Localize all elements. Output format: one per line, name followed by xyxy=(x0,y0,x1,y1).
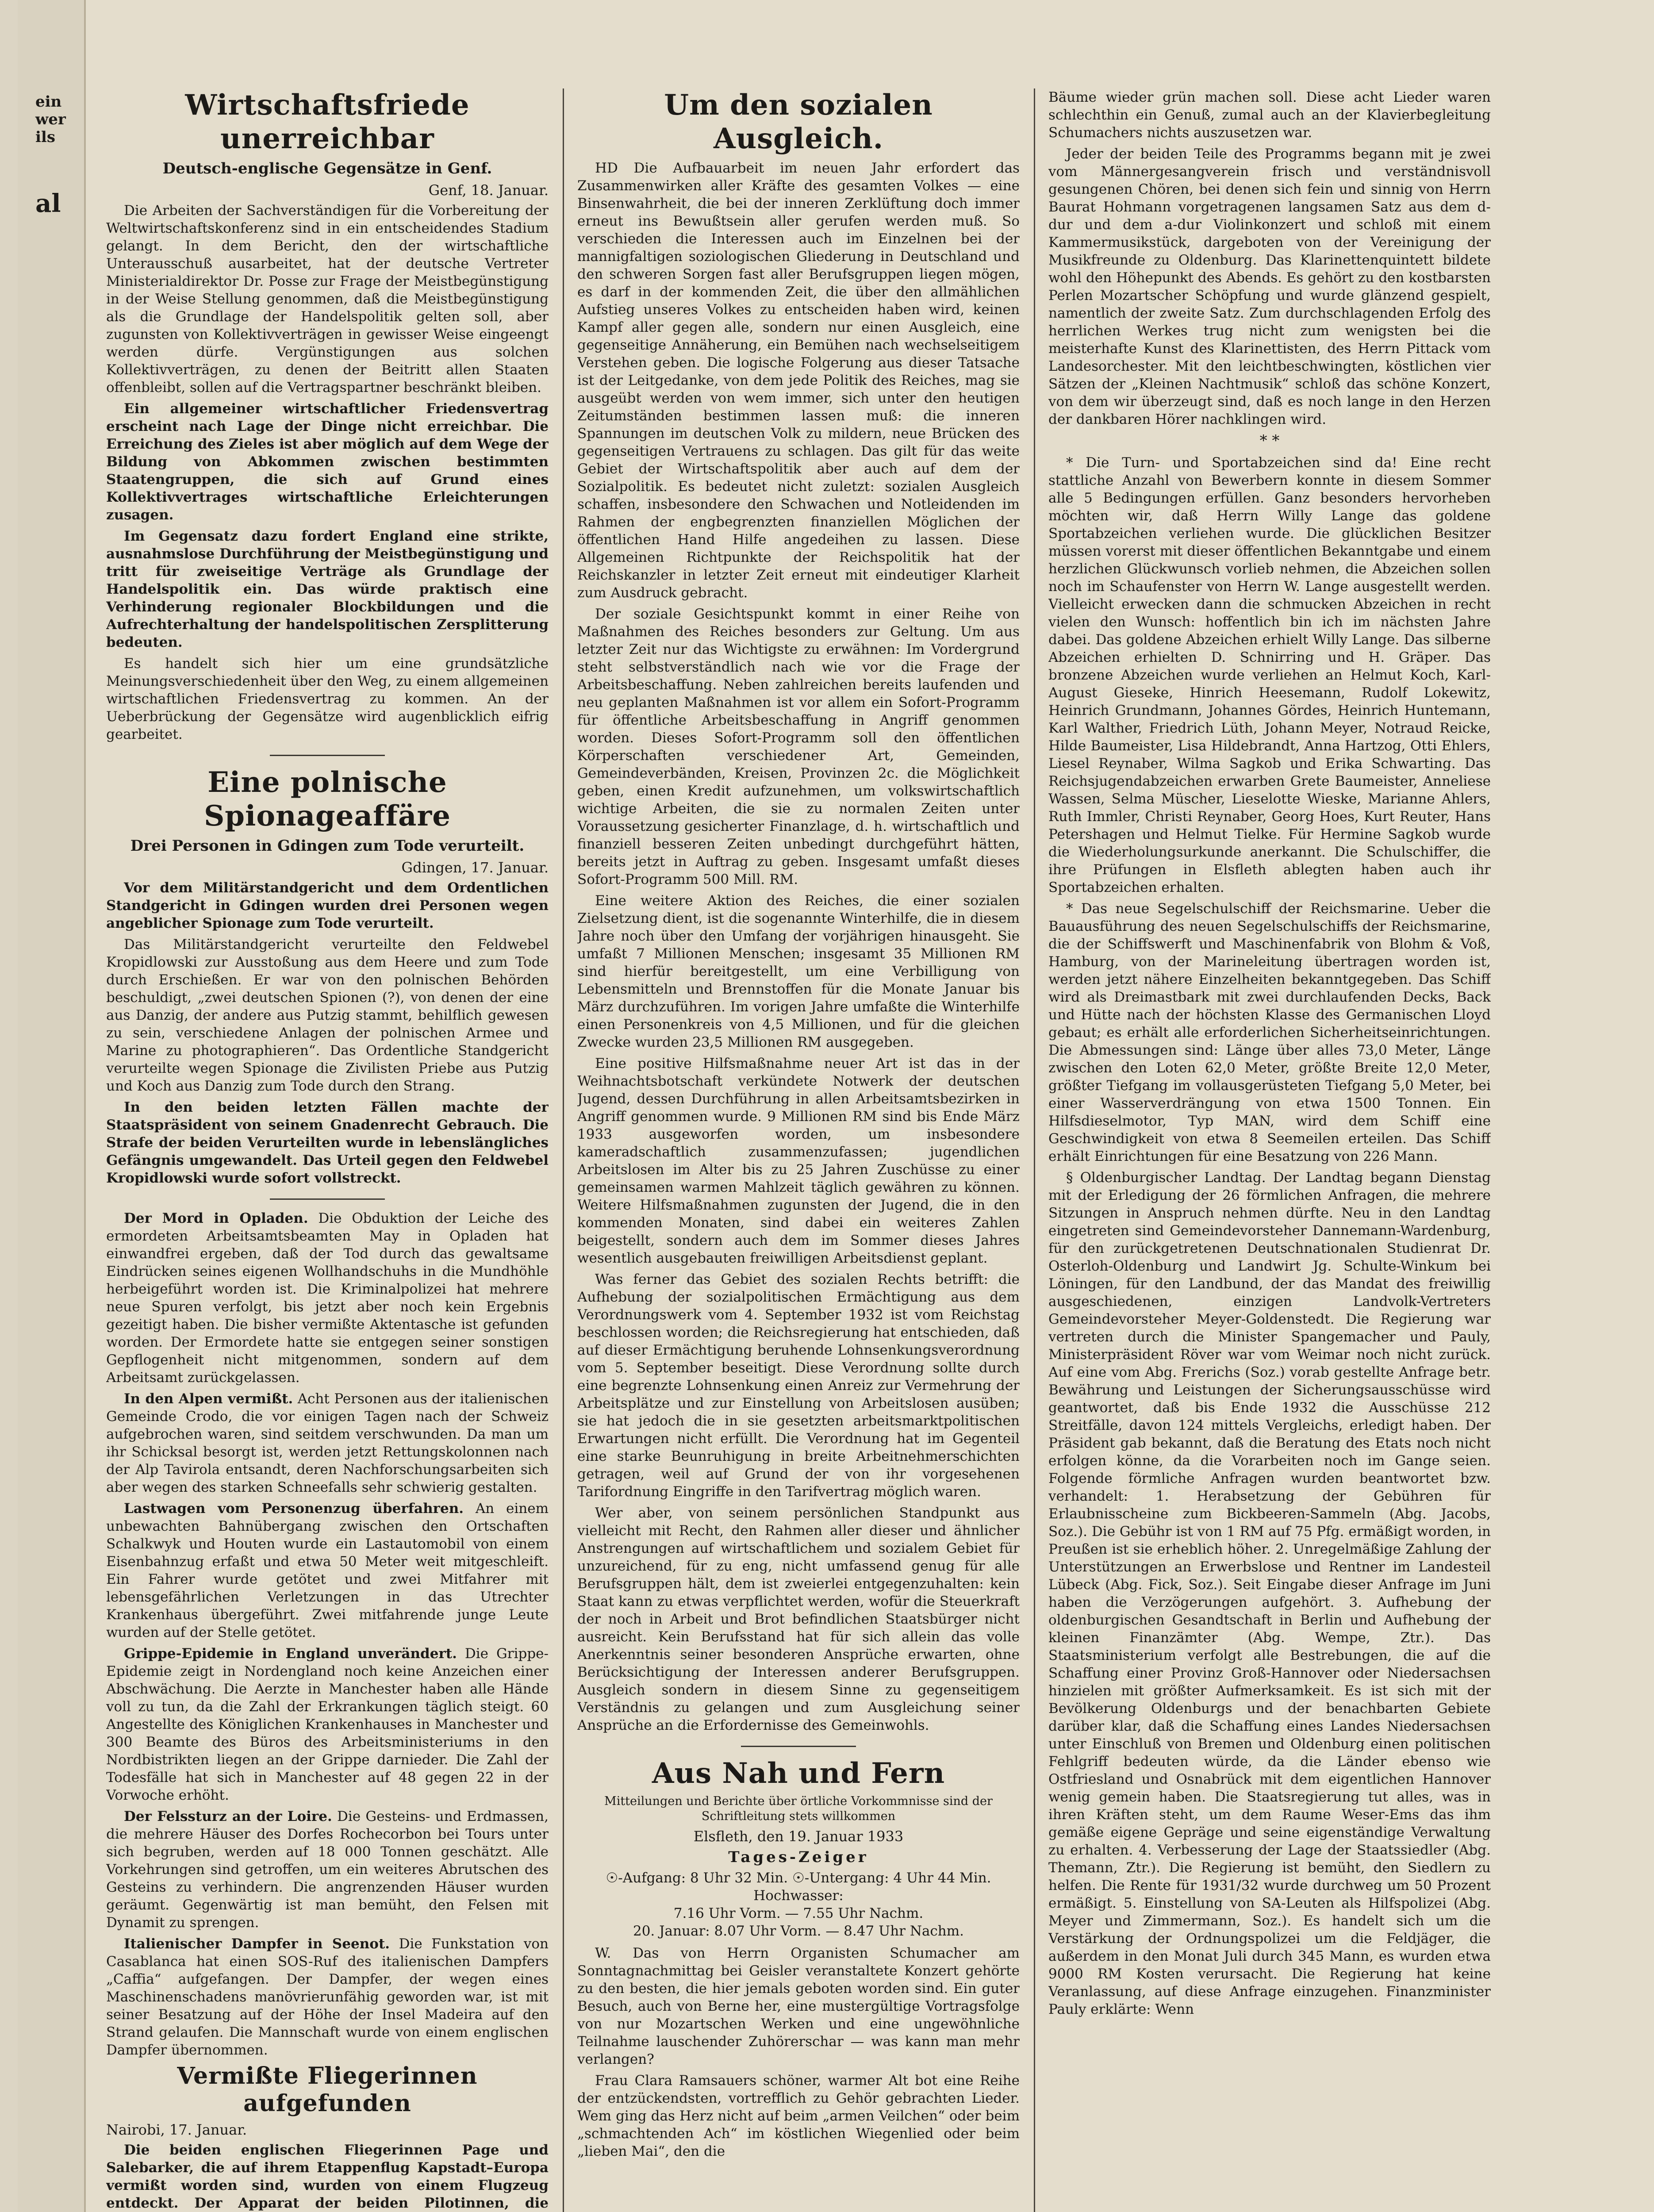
news-item xyxy=(106,1935,549,2059)
section-aus-nah-und-fern xyxy=(577,1757,1020,2160)
tide-label: Hochwasser: xyxy=(753,1888,844,1904)
article-fliegerinnen xyxy=(106,2062,549,2212)
tide-times: 7.16 Uhr Vorm. — 7.55 Uhr Nachm. xyxy=(673,1905,924,1921)
column-2 xyxy=(577,88,1020,2212)
news-item xyxy=(106,1390,549,1496)
paragraph: Ein allgemeiner wirtschaftlicher Friedensvertrag erscheint nach Lage der Dinge nicht erreichbar. Die Erreichung des Zieles ist aber möglich auf dem Wege der Bildung von Abkommen zwischen bestimmten Staatengruppen, die sich auf Grund eines Kollektivvertrages wirtschaftliche Erleichterungen zusagen. xyxy=(106,401,549,523)
news-item xyxy=(106,1645,549,1804)
article-headline: Wirtschaftsfriede unerreichbar xyxy=(185,88,470,155)
paragraph: Eine positive Hilfsmaßnahme neuer Art ist das in der Weihnachtsbotschaft verkündete Notwerk der deutschen Jugend, dessen Durchführung in allen Arbeitsamtsbezirken in Angriff genommen wurde. 9 Millionen RM sind bis Ende März 1933 ausgeworfen worden, um insbesondere kameradschaftlich zusammenzufassen; jugendlichen Arbeitslosen im Alter bis zu 25 Jahren Zuschüsse zu einer gemeinsamen warmen Mahlzeit täglich gewähren zu können. Weitere Hilfsmaßnahmen zugunsten der Jugend, die in den kommenden Monaten, sind dabei ein weiteres Zahlen beigestellt, sondern auch dem im Sommer dieses Jahres wesentlich ausgebauten freiwilligen Arbeitsdienst geplant. xyxy=(577,1056,1020,1266)
column-rule xyxy=(563,88,564,2212)
paragraph: Das Militärstandgericht verurteilte den Feldwebel Kropidlowski zur Ausstoßung aus dem Heere und zum Tode durch Erschießen. Er war von den polnischen Behörden beschuldigt, „zwei deutschen Spionen (?), von denen der eine aus Danzig, der andere aus Putzig stammt, behilflich gewesen zu sein, verschiedene Anlagen der polnischen Armee und Marine zu photographieren“. Das Ordentliche Standgericht verurteilte wegen Spionage die Zivilisten Priebe aus Putzig und Koch aus Danzig zum Tode durch den Strang. xyxy=(106,937,549,1094)
paragraph: HD Die Aufbauarbeit im neuen Jahr erfordert das Zusammenwirken aller Kräfte des gesamten Volkes — eine Binsenwahrheit, die bei der inneren Zerklüftung doch immer erneut ins Bewußtsein aller gerufen werden muß. So verschieden die Interessen auch im Einzelnen bei der mannigfaltigen soziologischen Gliederung in Deutschland und den schweren Sorgen fast aller Berufsgruppen liegen mögen, es darf in der kommenden Zeit, die über den allmählichen Aufstieg unseres Volkes zu entscheiden haben wird, keinen Kampf aller gegen alle, sondern nur einen Ausgleich, eine gegenseitige Annäherung, ein Bemühen nach wechselseitigem Verstehen geben. Die logische Folgerung aus dieser Tatsache ist der Leitgedanke, von dem jede Politik des Reiches, mag sie ausgeübt werden von wem immer, sich unter den heutigen Zeitumständen bestimmen lassen muß: die inneren Spannungen im deutschen Volk zu mildern, neue Brücken des gegenseitigen Vertrauens zu schlagen. Das gilt für das weite Gebiet der Wirtschaftspolitik aber auch auf dem der Sozialpolitik. Es bedeutet nicht zuletzt: sozialen Ausgleich schaffen, insbesondere den Schwachen und Notleidenden im Rahmen der engbegrenzten finanziellen Möglichen der öffentlichen Hand Hilfe angedeihen zu lassen. Diese Allgemeinen Richtpunkte der Reichspolitik hat der Reichskanzler in letzter Zeit erneut mit eindeutiger Klarheit zum Ausdruck gebracht. xyxy=(577,160,1020,601)
paragraph: W. Das von Herrn Organisten Schumacher am Sonntagnachmittag bei Geisler veranstaltete Konzert gehörte zu den besten, die hier jemals geboten worden sind. Ein guter Besuch, auch von Berne her, eine mustergültige Vortragsfolge von nur Mozartschen Werken und eine ungewöhnliche Teilnahme lauschender Zuhörerschar — was kann man mehr verlangen? xyxy=(577,1945,1020,2067)
dateline: Nairobi, 17. Januar. xyxy=(106,2121,247,2138)
news-item-lead: Grippe-Epidemie in England unverändert. xyxy=(124,1646,457,1662)
dateline: Genf, 18. Januar. xyxy=(428,182,549,199)
newspaper-page xyxy=(18,0,1654,2212)
article-subhead: Deutsch-englische Gegensätze in Genf. xyxy=(162,160,492,177)
section-divider xyxy=(741,1746,856,1747)
separator-stars: * * xyxy=(1259,432,1280,449)
adjacent-page-edge xyxy=(18,0,86,2212)
news-item-text: Die Funkstation von Casablanca hat einen SOS-Ruf des italienischen Dampfers „Caffia“ aufgefangen. Der Dampfer, der wegen eines Maschinenschadens manövrierunfähig geworden war, ist mit seiner Besatzung auf der Höhe der Insel Madeira auf den Strand gelaufen. Die Mannschaft wurde von einem englischen Dampfer übernommen. xyxy=(106,1936,549,2058)
section-headline: Aus Nah und Fern xyxy=(652,1757,945,1790)
article-subhead: Drei Personen in Gdingen zum Tode verurteilt. xyxy=(130,837,525,855)
paragraph: Jeder der beiden Teile des Programms begann mit je zwei vom Männergesangverein frisch und verständnisvoll gesungenen Chören, bei denen sich fein und sinnig von Herrn Baurat Hohmann vorgetragenen langsamen Satz aus dem d-dur und dem a-dur Violinkonzert und schloß mit einem Kammermusikstück, dargeboten von der Vereinigung der Musikfreunde zu Oldenburg. Das Klarinettenquintett bildete wohl den Höhepunkt des Abends. Es gehört zu den kostbarsten Perlen Mozartscher Schöpfung und wurde glänzend gespielt, namentlich der zweite Satz. Zum durchschlagenden Erfolg des herrlichen Werkes trug nicht zum wenigsten bei die meisterhafte Kunst des Klarinettisten, des Herrn Pittack vom Landesorchester. Mit den leichtbeschwingten, köstlichen vier Sätzen der „Kleinen Nachtmusik“ schloß das schöne Konzert, von dem wir überzeugt sind, daß es noch lange in den Herzen der dankbaren Hörer nachklingen wird. xyxy=(1048,146,1491,427)
section-divider xyxy=(270,1198,385,1200)
paragraph: In den beiden letzten Fällen machte der Staatspräsident von seinem Gnadenrecht Gebrauch. Die Strafe der beiden Verurteilten wurde in lebenslängliches Gefängnis umgewandelt. Das Urteil gegen den Feldwebel Kropidlowski wurde sofort vollstreckt. xyxy=(106,1099,549,1186)
dateline: Gdingen, 17. Januar. xyxy=(401,859,549,876)
paragraph: Vor dem Militärstandgericht und dem Ordentlichen Standgericht in Gdingen wurden drei Personen wegen angeblicher Spionage zum Tode verurteilt. xyxy=(106,880,549,931)
paragraph: * Das neue Segelschulschiff der Reichsmarine. Ueber die Bauausführung des neuen Segelschulschiffs der Reichsmarine, die der Schiffswerft und Maschinenfabrik von Blohm & Voß, Hamburg, von der Marineleitung übertragen worden ist, werden jetzt nähere Einzelheiten bekanntgegeben. Das Schiff wird als Dreimastbark mit zwei durchlaufenden Decks, Back und Hütte nach der höchsten Klasse des Germanischen Lloyd gebaut; es erhält alle erforderlichen Sicherheitseinrichtungen. Die Abmessungen sind: Länge über alles 73,0 Meter, Länge zwischen den Loten 62,0 Meter, größte Breite 12,0 Meter, größter Tiefgang im vollausgerüsteten Tiefgang 5,0 Meter, bei einer Wasserverdrängung von etwa 1500 Tonnen. Ein Hilfsdieselmotor, Typ MAN, wird dem Schiff eine Geschwindigkeit von etwa 8 Seemeilen erteilen. Das Schiff erhält Einrichtungen für eine Besatzung von 226 Mann. xyxy=(1048,901,1491,1164)
news-item-text: An einem unbewachten Bahnübergang zwischen den Ortschaften Schalkwyk und Houten wurde ein Lastautomobil von einem Eisenbahnzug erfaßt und etwa 50 Meter weit mitgeschleift. Ein Fahrer wurde getötet und zwei Mitfahrer mit lebensgefährlichen Verletzungen in das Utrechter Krankenhaus übergeführt. Zwei mitfahrende junge Leute wurden auf der Stelle getötet. xyxy=(106,1501,549,1640)
tide-times-next: 20. Januar: 8.07 Uhr Vorm. — 8.47 Uhr Nachm. xyxy=(633,1923,964,1939)
edge-fragment: al xyxy=(35,189,61,218)
news-item-lead: Der Felssturz an der Loire. xyxy=(124,1809,332,1824)
edge-fragment: ils xyxy=(35,128,55,146)
edge-fragment: wer xyxy=(35,111,66,128)
news-item-lead: In den Alpen vermißt. xyxy=(124,1391,293,1407)
paragraph: Die beiden englischen Fliegerinnen Page und Salebarker, die auf ihrem Etappenflug Kapstadt–Europa vermißt worden sind, wurden von einem Flugzeug entdeckt. Der Apparat der beiden Pilotinnen, die xyxy=(106,2142,549,2211)
news-item-text: Acht Personen aus der italienischen Gemeinde Crodo, die vor einigen Tagen nach der Schweiz aufgebrochen waren, sind seitdem verschwunden. Da man um ihr Schicksal besorgt ist, werden jetzt Rettungskolonnen nach der Alp Tavirola entsandt, deren Nachforschungsarbeiten sich aber wegen des starken Schneefalls sehr schwierig gestalten. xyxy=(106,1391,549,1495)
news-item-lead: Lastwagen vom Personenzug überfahren. xyxy=(124,1501,464,1517)
edge-fragment: ein xyxy=(35,93,62,111)
paragraph: Eine weitere Aktion des Reiches, die einer sozialen Zielsetzung dient, ist die sogenannte Winterhilfe, die in diesem Jahre noch über den Umfang der vorjährigen hinausgeht. Sie umfaßt 7 Millionen Menschen; insgesamt 35 Millionen RM sind hierfür bereitgestellt, um eine Verbilligung von Lebensmitteln und Brennstoffen für die Monate Januar bis März durchzuführen. Im vorigen Jahre umfaßte die Winterhilfe einen Personenkreis von 4,5 Millionen, und für die gleichen Zwecke wurden 23,5 Millionen RM ausgegeben. xyxy=(577,893,1020,1050)
column-1 xyxy=(106,88,549,2212)
news-item-text: Die Gesteins- und Erdmassen, die mehrere Häuser des Dorfes Rochecorbon bei Tours unter sich begruben, werden auf 18 000 Tonnen geschätzt. Alle Vorkehrungen sind getroffen, um ein weiteres Abrutschen des Gesteins zu verhindern. Die angrenzenden Häuser wurden geräumt. Gegenwärtig ist man bemüht, den Felsen mit Dynamit zu sprengen. xyxy=(106,1809,549,1931)
news-item xyxy=(106,1210,549,1386)
column-rule xyxy=(1034,88,1035,2212)
paragraph: Was ferner das Gebiet des sozialen Rechts betrifft: die Aufhebung der sozialpolitischen Ermächtigung aus dem Verordnungswerk vom 4. September 1932 ist vom Reichstag beschlossen worden; die Reichsregierung hat entschieden, daß auf dieser Ermächtigung beruhende Lohnsenkungsverordnung vom 5. September beseitigt. Diese Verordnung sollte durch eine begrenzte Lohnsenkung einen Anreiz zur Vermehrung der Arbeitsplätze und zur Einstellung von Arbeitslosen ausüben; sie hat jedoch die in sie gesetzten arbeitsmarktpolitischen Erwartungen nicht erfüllt. Die Verordnung hat im Gegenteil eine starke Beunruhigung in breite Arbeitnehmerschichten getragen, weil auf Grund der von ihr vorgesehenen Tarifordnung Eingriffe in den Tarifvertrag möglich waren. xyxy=(577,1271,1020,1500)
paragraph: Die Arbeiten der Sachverständigen für die Vorbereitung der Weltwirtschaftskonferenz sind in ein entscheidendes Stadium gelangt. In dem Bericht, den der wirtschaftliche Unterausschuß ausarbeitet, hat der deutsche Vertreter Ministerialdirektor Dr. Posse zur Frage der Meistbegünstigung in der Weise Stellung genommen, daß die Meistbegünstigung als die Grundlage der Handelspolitik gelten soll, aber zugunsten von Kollektivverträgen in gewisser Weise eingeengt werden dürfe. Vergünstigungen aus solchen Kollektivverträgen, zu denen der Beitritt allen Staaten offenbleibt, sollen auf die Vertragspartner beschränkt bleiben. xyxy=(106,203,549,396)
paragraph: Frau Clara Ramsauers schöner, warmer Alt bot eine Reihe der entzückendsten, vortrefflich zu Gehör gebrachten Lieder. Wem ging das Herz nicht auf beim „armen Veilchen“ oder beim „schmachtenden Ach“ im köstlichen Wiegenlied oder beim „lieben Mai“, den die xyxy=(577,2073,1020,2159)
sun-times: ☉-Aufgang: 8 Uhr 32 Min. ☉-Untergang: 4 Uhr 44 Min. xyxy=(606,1870,991,1886)
section-note: Mitteilungen und Berichte über örtliche Vorkommnisse sind der Schriftleitung stets willkommen xyxy=(604,1794,993,1823)
article-headline: Eine polnische Spionageaffäre xyxy=(204,766,451,833)
article-spionageaffaere xyxy=(106,766,549,1187)
article-headline: Vermißte Fliegerinnen aufgefunden xyxy=(177,2062,478,2117)
article-wirtschaftsfriede xyxy=(106,88,549,743)
news-item-lead: Der Mord in Opladen. xyxy=(124,1210,308,1226)
paragraph: Bäume wieder grün machen soll. Diese acht Lieder waren schlechthin ein Genuß, zumal auch an der Klavierbegleitung Schumachers nichts auszusetzen war. xyxy=(1048,89,1491,141)
news-item-text: Die Grippe-Epidemie zeigt in Nordengland noch keine Anzeichen einer Abschwächung. Die Aerzte in Manchester haben alle Hände voll zu tun, da die Zahl der Erkrankungen täglich steigt. 60 Angestellte des Königlichen Krankenhauses in Manchester und 300 Beamte des Büros des Arbeitsministeriums in den Nordbistrikten liegen an der Grippe darnieder. Die Zahl der Todesfälle hat sich in Manchester auf 48 gegen 22 in der Vorwoche erhöht. xyxy=(106,1646,549,1803)
news-item-text: Die Obduktion der Leiche des ermordeten Arbeitsamtsbeamten May in Opladen hat einwandfrei ergeben, daß der Tod durch das gewaltsame Eindrücken seines eigenen Wollhandschuhs in die Mundhöhle herbeigeführt worden ist. Die Kriminalpolizei hat mehrere neue Spuren verfolgt, bis jetzt aber noch kein Ergebnis gezeitigt haben. Die bisher vermißte Aktentasche ist gefunden worden. Der Ermordete hatte sie entgegen seiner sonstigen Gepflogenheit nicht mitgenommen, sondern auf dem Arbeitsamt zurückgelassen. xyxy=(106,1210,549,1386)
paragraph: Es handelt sich hier um eine grundsätzliche Meinungsverschiedenheit über den Weg, zu einem allgemeinen wirtschaftlichen Friedensvertrag zu kommen. An der Ueberbrückung der Gegensätze wird augenblicklich eifrig gearbeitet. xyxy=(106,656,549,742)
paragraph: § Oldenburgischer Landtag. Der Landtag begann Dienstag mit der Erledigung der 26 förmlichen Anfragen, die mehrere Sitzungen in Anspruch nehmen dürfte. Neu in den Landtag eingetreten sind Gemeindevorsteher Dannemann-Wardenburg, für den zurückgetretenen Deutschnationalen Studienrat Dr. Osterloh-Oldenburg und Landwirt Jg. Schulte-Winkum bei Löningen, für den Landbund, der das Mandat des freiwillig ausgeschiedenen, einzigen Landvolk-Vertreters Gemeindevorsteher Meyer-Goldenstedt. Die Regierung war vertreten durch die Minister Spangemacher und Pauly, Ministerpräsident Röver war vom Weimar noch nicht zurück. Auf eine vom Abg. Frerichs (Soz.) vorab gestellte Anfrage betr. Bewährung und Leistungen der Sicherungsausschüsse wird geantwortet, daß bis Ende 1932 die Ausschüsse 212 Streitfälle, davon 124 mittels Vergleichs, erledigt haben. Der Präsident gab bekannt, daß die Beratung des Etats noch nicht erfolgen könne, da die Vorarbeiten noch im Gange seien. Folgende förmliche Anfragen wurden beantwortet bzw. verhandelt: 1. Herabsetzung der Gebühren für Erlaubnisscheine zum Bickbeeren-Sammeln (Abg. Jacobs, Soz.). Die Gebühr ist von 1 RM auf 75 Pfg. ermäßigt worden, in Preußen ist sie erheblich höher. 2. Unregelmäßige Zahlung der Unterstützungen an Erwerbslose und Rentner im Landesteil Lübeck (Abg. Fick, Soz.). Seit Eingabe dieser Anfrage im Juni haben die Verzögerungen aufgehört. 3. Aufhebung der oldenburgischen Gesandtschaft in Berlin und Aufhebung der kleinen Finanzämter (Abg. Wempe, Ztr.). Das Staatsministerium verfolgt alle Bestrebungen, die auf die Schaffung einer Provinz Groß-Hannover oder Niedersachsen hinzielen mit größter Aufmerksamkeit. Es ist sich mit der Bevölkerung Oldenburgs und der benachbarten Gebiete darüber klar, daß die Schaffung eines Landes Niedersachsen unter Einschluß von Bremen und Oldenburg einen politischen Fehlgriff bedeuten würde, da die Länder ebenso wie Ostfriesland und Osnabrück mit dem eigentlichen Hannover wenig gemein haben. Die Staatsregierung tut alles, was in ihren Kräften steht, um dem Raume Weser-Ems das ihm gemäße eigene Gepräge und seine eigenständige Verwaltung zu erhalten. 4. Verbesserung der Lage der Staatssiedler (Abg. Themann, Ztr.). Die Regierung ist bemüht, den Siedlern zu helfen. Die Rente für 1931/32 wurde durchweg um 50 Prozent ermäßigt. 5. Einstellung von SA-Leuten als Hilfspolizei (Abg. Meyer und Zimmermann, Soz.). Es handelt sich um die Verstärkung der Ordnungspolizei um die Feldjäger, die außerdem in den Monat Juli durch 345 Mann, es wurden etwa 9000 RM Kosten verursacht. Die Regierung hat keine Veranlassung, auf diese Anfrage einzugehen. Finanzminister Pauly erklärte: Wenn xyxy=(1048,1170,1491,2017)
paragraph: Im Gegensatz dazu fordert England eine strikte, ausnahmslose Durchführung der Meistbegünstigung und tritt für zweiseitige Verträge als Grundlage der Handelspolitik ein. Das würde praktisch eine Verhinderung regionaler Blockbildungen und die Aufrechterhaltung der handelspolitischen Zersplitterung bedeuten. xyxy=(106,528,549,650)
column-3 xyxy=(1048,88,1491,2212)
paragraph: * Die Turn- und Sportabzeichen sind da! Eine recht stattliche Anzahl von Bewerbern konnte in diesem Sommer alle 5 Bedingungen erfüllen. Ganz besonders hervorheben möchten wir, daß Herrn Willy Lange das goldene Sportabzeichen verliehen wurde. Die glücklichen Besitzer müssen vorerst mit dieser öffentlichen Bekanntgabe und einem herzlichen Glückwunsch vorlieb nehmen, die Abzeichen sollen noch im Schaufenster von Herrn W. Lange ausgestellt werden. Vielleicht erwecken dann die schmucken Abzeichen in recht vielen den Wunsch: hoffentlich bin ich im nächsten Jahre dabei. Das goldene Abzeichen erhielt Willy Lange. Das silberne Abzeichen erhielten D. Schnirring und H. Gräper. Das bronzene Abzeichen wurde verliehen an Helmut Koch, Karl-August Gieseke, Hinrich Heesemann, Rudolf Lokewitz, Heinrich Grundmann, Johannes Gördes, Heinrich Huntemann, Karl Walther, Friedrich Lüth, Johann Meyer, Notraud Reicke, Hilde Baumeister, Lisa Hildebrandt, Anna Hartzog, Otti Ehlers, Liesel Reynaber, Wilma Sagkob und Erika Schwarting. Das Reichsjugendabzeichen erwarben Grete Baumeister, Anneliese Wassen, Selma Müscher, Lieselotte Wieske, Marianne Ahlers, Ruth Immler, Christi Reynaber, Georg Hoes, Kurt Reuter, Hans Petershagen und Helmut Tielke. Für Hermine Sagkob wurde die Wiederholungsurkunde anerkannt. Die Schulschiffer, die ihre Prüfungen in Elsfleth ablegten haben auch ihr Sportabzeichen erhalten. xyxy=(1048,455,1491,895)
article-headline: Um den sozialen Ausgleich. xyxy=(664,88,933,155)
paragraph: Der soziale Gesichtspunkt kommt in einer Reihe von Maßnahmen des Reiches besonders zur Geltung. Um aus letzter Zeit nur das Wichtigste zu erwähnen: Im Vordergrund steht selbstverständlich nach wie vor die Frage der Arbeitsbeschaffung. Neben zahlreichen bereits laufenden und neu geplanten Maßnahmen ist vor allem ein Sofort-Programm für öffentliche Arbeitsbeschaffung in Angriff genommen worden. Dieses Sofort-Programm soll den öffentlichen Körperschaften verschiedener Art, Gemeinden, Gemeindeverbänden, Kreisen, Provinzen 2c. die Möglichkeit geben, einen Kredit aufzunehmen, um volkswirtschaftlich wichtige Arbeiten, die sie zu normalen Zeiten unter Voraussetzung gesicherter Finanzlage, d. h. wirtschaftlich und finanziell besseren Zeiten unbedingt durchgeführt hätten, bereits jetzt in Auftrag zu geben. Insgesamt umfaßt dieses Sofort-Programm 500 Mill. RM. xyxy=(577,606,1020,887)
article-sozialer-ausgleich xyxy=(577,88,1020,1734)
news-item-lead: Italienischer Dampfer in Seenot. xyxy=(124,1936,390,1952)
paragraph: Wer aber, von seinem persönlichen Standpunkt aus vielleicht mit Recht, den Rahmen aller dieser und ähnlicher Anstrengungen auf wirtschaftlichem und sozialem Gebiet für unzureichend, für zu eng, nicht umfassend genug für alle Berufsgruppen hält, dem ist zweierlei entgegenzuhalten: kein Staat kann zu etwas verpflichtet werden, wofür die Steuerkraft der noch in Arbeit und Brot befindlichen Staatsbürger nicht ausreicht. Kein Berufsstand hat für sich allein das volle Anerkenntnis seiner besonderen Ansprüche erwarten, ohne Berücksichtigung der Interessen anderer Berufsgruppen. Ausgleich sondern in diesem Sinne zu gegenseitigem Verständnis zu gelangen und zum Ausgleichung seiner Ansprüche an die Erfordernisse des Gemeinwohls. xyxy=(577,1505,1020,1733)
section-divider xyxy=(270,755,385,756)
dateline: Elsfleth, den 19. Januar 1933 xyxy=(693,1828,904,1845)
news-item xyxy=(106,1500,549,1641)
tages-zeiger-title: Tages-Zeiger xyxy=(728,1848,869,1866)
news-item xyxy=(106,1808,549,1932)
